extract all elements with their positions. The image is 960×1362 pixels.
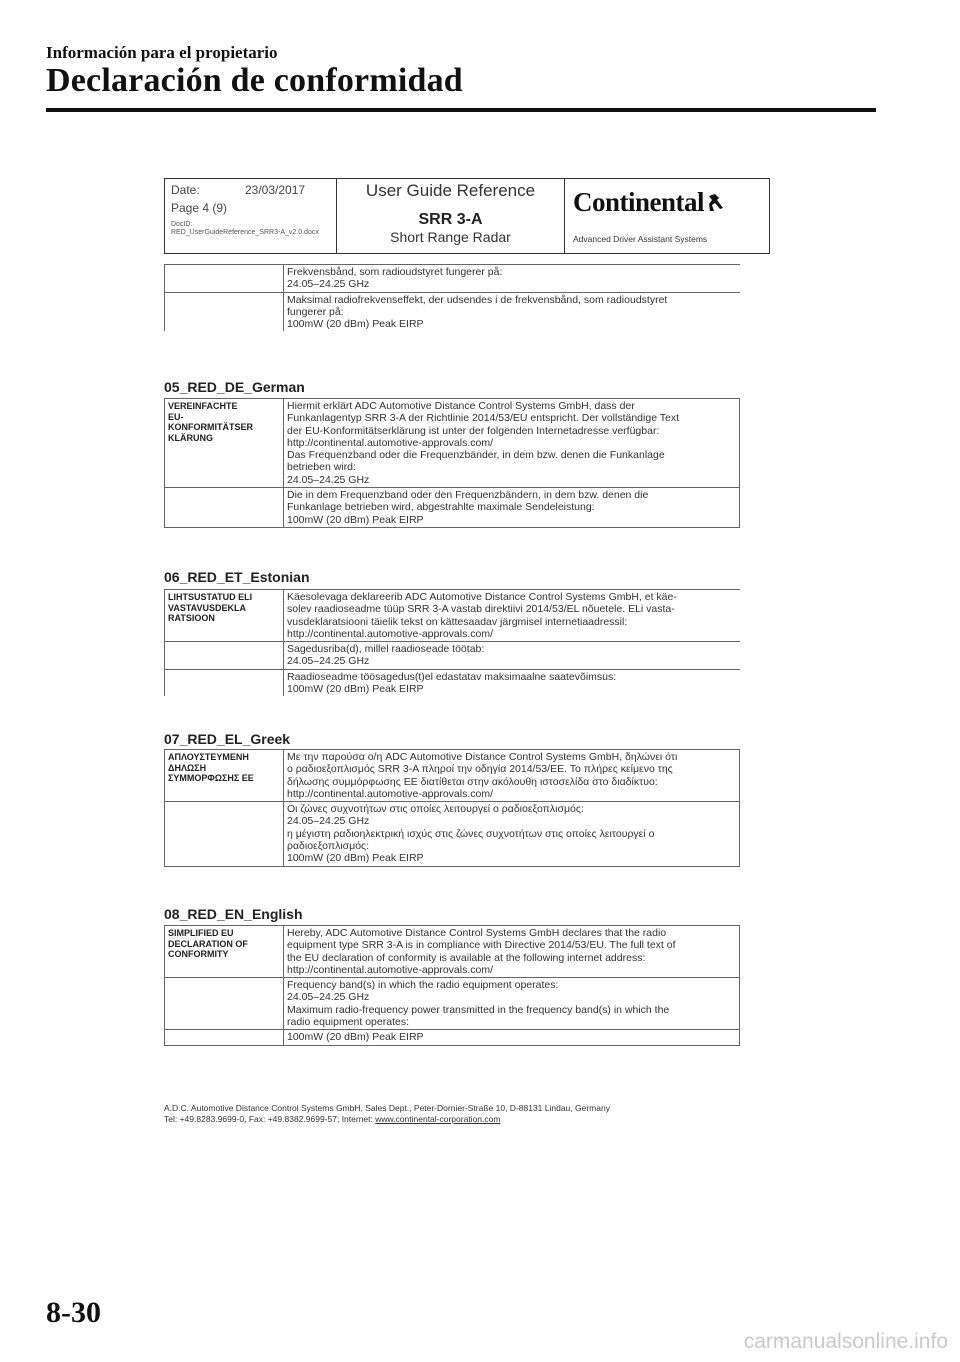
doc-reference [337, 179, 565, 253]
footer-contact: Tel: +49.8283.9699-0, Fax: +49.8382.9699-57; Internet: www.continental-corporation.com [164, 1114, 501, 1124]
table-key-cell [165, 292, 284, 331]
table-value-cell: Frequency band(s) in which the radio equipment operates: 24.05–24.25 GHz Maximum radio-frequency power transmitted in the frequency band(s) in which the radio equipment operates: [284, 978, 740, 1030]
page-title: Declaración de conformidad [46, 62, 463, 99]
section-title-german: 05_RED_DE_German [164, 379, 305, 395]
section-title-english: 08_RED_EN_English [164, 906, 303, 922]
page-number: 8-30 [46, 1296, 101, 1329]
date-value: 23/03/2017 [245, 183, 306, 197]
brand-tagline: Advanced Driver Assistant Systems [573, 234, 708, 244]
table-value-cell: Οι ζώνες συχνοτήτων στις οποίες λειτουργεί ο ραδιοεξοπλισμός: 24.05–24.25 GHz η μέγιστη ραδιοηλεκτρική ισχύς στις ζώνες συχνοτήτων στις οποίες λειτουργεί ο ραδιοεξοπλισμός: 100mW (20 dBm) Peak EIRP [284, 802, 740, 866]
table-value-cell: Sagedusriba(d), millel raadioseade töötab: 24.05–24.25 GHz [284, 642, 741, 670]
table-value-cell: Die in dem Frequenzband oder den Frequenzbändern, in dem bzw. denen die Funkanlage betrieben wird, abgestrahlte maximale Sendeleistung: 100mW (20 dBm) Peak EIRP [284, 488, 740, 528]
page-label: Page 4 (9) [171, 201, 228, 215]
table-row [165, 292, 741, 331]
table-key-cell [165, 669, 284, 696]
table-value-cell: Käesolevaga deklareerib ADC Automotive Distance Control Systems GmbH, et käe- solev raadioseadme tüüp SRR 3-A vastab direktiivi 2014/53/EL nõuetele. ELi vasta- vusdeklaratsiooni täielik tekst on kättesaadav järgmisel internetiaadressil: http://continental.automotive-approvals.com/ [284, 590, 741, 642]
table-row [165, 802, 740, 866]
english-table [164, 925, 740, 1046]
docid-label: DocID: [171, 221, 193, 228]
table-row [165, 1030, 740, 1045]
horse-icon [707, 193, 725, 213]
doc-meta [165, 179, 337, 253]
footer-address: A.D.C. Automotive Distance Control Systems GmbH, Sales Dept., Peter-Dornier-Straße 10, D-88131 Lindau, Germany [164, 1103, 610, 1113]
watermark: carmanualsonline.info [743, 1330, 948, 1353]
table-key-cell [165, 265, 284, 293]
table-key-cell [165, 642, 284, 670]
german-table [164, 398, 740, 528]
table-value-cell: Frekvensbånd, som radioudstyret fungerer på: 24.05–24.25 GHz [284, 265, 741, 293]
table-value-cell: Με την παρούσα ο/η ADC Automotive Distance Control Systems GmbH, δηλώνει ότι ο ραδιοεξοπλισμός SRR 3-A πληροί την οδηγία 2014/53/ΕΕ. Το πλήρες κείμενο της δήλωσης συμμόρφωσης ΕΕ διατίθεται στην ακόλουθη ιστοσελίδα στο διαδίκτυο: http://continental.automotive-approvals.com/ [284, 750, 740, 802]
table-key-cell [165, 488, 284, 528]
continental-logo [573, 187, 761, 218]
section-title-estonian: 06_RED_ET_Estonian [164, 569, 310, 585]
greek-table [164, 749, 740, 867]
product-name: SRR 3-A [418, 211, 483, 228]
product-subtitle: Short Range Radar [390, 229, 511, 245]
table-row [165, 642, 741, 670]
estonian-table [164, 589, 740, 696]
table-row [165, 750, 740, 802]
date-label: Date: [171, 183, 200, 197]
table-row [165, 265, 741, 293]
table-row [165, 488, 740, 528]
table-value-cell: Maksimal radiofrekvenseffekt, der udsendes i de frekvensbånd, som radioudstyret fungerer på: 100mW (20 dBm) Peak EIRP [284, 292, 741, 331]
table-key-cell: ΑΠΛΟΥΣΤΕΥΜΕΝΗ ΔΗΛΩΣΗ ΣΥΜΜΟΡΦΩΣΗΣ ΕΕ [165, 750, 284, 802]
table-key-cell [165, 978, 284, 1030]
table-key-cell [165, 802, 284, 866]
title-rule [46, 108, 876, 112]
table-row [165, 399, 740, 488]
table-key-cell: VEREINFACHTE EU- KONFORMITÄTSER KLÄRUNG [165, 399, 284, 488]
document-footer [164, 1103, 610, 1125]
table-key-cell [165, 1030, 284, 1045]
reference-title: User Guide Reference [365, 181, 536, 200]
table-row [165, 978, 740, 1030]
docid-value: RED_UserGuideReference_SRR3-A_v2.0.docx [171, 229, 319, 236]
doc-header [164, 178, 770, 254]
brand-wordmark: Continental [573, 187, 705, 217]
top-table [164, 264, 740, 331]
table-value-cell: 100mW (20 dBm) Peak EIRP [284, 1030, 740, 1045]
table-key-cell: SIMPLIFIED EU DECLARATION OF CONFORMITY [165, 926, 284, 978]
breadcrumb: Información para el propietario [46, 43, 278, 62]
section-title-greek: 07_RED_EL_Greek [164, 731, 291, 747]
table-row [165, 926, 740, 978]
table-value-cell: Hereby, ADC Automotive Distance Control Systems GmbH declares that the radio equipment type SRR 3-A is in compliance with Directive 2014/53/EU. The full text of the EU declaration of conformity is available at the following internet address: http://continental.automotive-approvals.com/ [284, 926, 740, 978]
docid [171, 221, 330, 237]
table-row [165, 669, 741, 696]
table-value-cell: Hiermit erklärt ADC Automotive Distance Control Systems GmbH, dass der Funkanlagentyp SRR 3-A der Richtlinie 2014/53/EU entspricht. Der vollständige Text der EU-Konformitätserklärung ist unter der folgenden Internetadresse verfügbar: http://continental.automotive-approvals.com/ Das Frequenzband oder die Frequenzbänder, in dem bzw. denen die Funkanlage betrieben wird: 24.05–24.25 GHz [284, 399, 740, 488]
table-value-cell: Raadioseadme töösagedus(t)el edastatav maksimaalne saatevõimsus: 100mW (20 dBm) Peak EIRP [284, 669, 741, 696]
table-row [165, 590, 741, 642]
footer-website-link[interactable]: www.continental-corporation.com [375, 1114, 501, 1124]
table-key-cell: LIHTSUSTATUD ELI VASTAVUSDEKLA RATSIOON [165, 590, 284, 642]
brand-block [565, 179, 769, 253]
